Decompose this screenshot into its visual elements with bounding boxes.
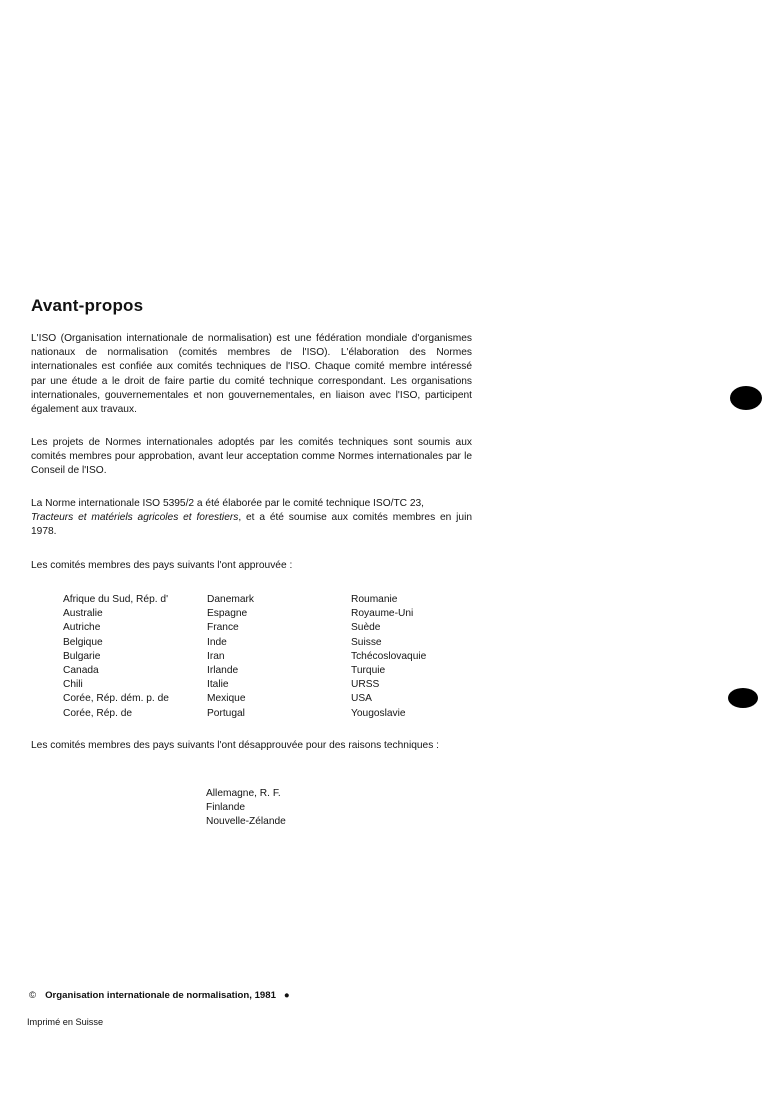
- country-item: Danemark: [207, 594, 254, 605]
- country-item: Suisse: [351, 636, 382, 648]
- paragraph-approval-process: Les projets de Normes internationales adoptés par les comités techniques sont soumis aux comités membres pour approbation, avant leur acceptation comme Normes internationales par le Conseil de l'ISO.: [31, 437, 472, 477]
- country-item: Italie: [207, 679, 229, 691]
- country-item: Turquie: [351, 665, 386, 677]
- paragraph-iso-intro: L'ISO (Organisation internationale de normalisation) est une fédération mondiale d'organismes nationaux de normalisation (comités membres de l'ISO). L'élaboration des Normes internationales est confiée aux comités techniques de l'ISO. Chaque comité membre intéressé par une étude a le droit de faire partie du comité technique correspondant. Les organisations internationales, gouvernementales et non gouvernementales, en liaison avec l'ISO, participent également aux travaux.: [31, 333, 472, 416]
- country-item: Portugal: [207, 707, 245, 719]
- country-item: Tchécoslovaquie: [351, 650, 427, 662]
- country-item: Corée, Rép. dém. p. de: [63, 693, 169, 705]
- country-item: URSS: [351, 679, 380, 691]
- country-item: Chili: [63, 679, 83, 691]
- country-item: Bulgarie: [63, 650, 101, 662]
- committee-title: Tracteurs et matériels agricoles et forestiers: [31, 512, 239, 524]
- ink-blot-mark: [728, 688, 758, 708]
- country-item: Corée, Rép. de: [63, 707, 133, 719]
- country-item: Roumanie: [351, 594, 398, 605]
- bullet-icon: ●: [283, 990, 290, 1001]
- country-item: Australie: [63, 608, 103, 620]
- country-item: France: [207, 622, 239, 634]
- country-item: Inde: [207, 636, 227, 648]
- disapproved-countries-list: [206, 787, 286, 830]
- approved-countries-column-2: [207, 593, 254, 721]
- country-item: Allemagne, R. F.: [206, 788, 281, 799]
- paragraph-standard-origin: [31, 497, 472, 540]
- country-item: Espagne: [207, 608, 248, 620]
- paragraph-approved-intro: Les comités membres des pays suivants l'ont approuvée :: [31, 560, 293, 571]
- country-item: Irlande: [207, 665, 239, 677]
- country-item: Yougoslavie: [351, 707, 406, 719]
- country-item: Royaume-Uni: [351, 608, 414, 620]
- ink-blot-mark: [730, 386, 762, 410]
- paragraph-disapproved-intro: Les comités membres des pays suivants l'ont désapprouvée pour des raisons techniques :: [31, 740, 439, 751]
- country-item: Belgique: [63, 636, 103, 648]
- page-title: Avant-propos: [31, 296, 144, 315]
- printed-in-note: Imprimé en Suisse: [27, 1017, 104, 1027]
- country-item: USA: [351, 693, 372, 705]
- standard-origin-start: La Norme internationale ISO 5395/2 a été élaborée par le comité technique ISO/TC 23,: [31, 498, 425, 509]
- country-item: Afrique du Sud, Rép. d': [63, 594, 169, 605]
- country-item: Nouvelle-Zélande: [206, 816, 286, 828]
- approved-countries-column-1: [63, 593, 169, 721]
- copyright-text: Organisation internationale de normalisation, 1981: [45, 990, 276, 1001]
- country-item: Autriche: [63, 622, 101, 634]
- standard-origin-end: , et a été soumise aux comités membres en juin 1978.: [31, 512, 473, 538]
- country-item: Suède: [351, 622, 381, 634]
- country-item: Canada: [63, 665, 99, 677]
- copyright-icon: ©: [29, 990, 37, 1001]
- approved-countries-column-3: [351, 593, 426, 721]
- country-item: Finlande: [206, 802, 246, 814]
- country-item: Mexique: [207, 693, 246, 705]
- copyright-line: [29, 990, 290, 1001]
- country-item: Iran: [207, 650, 225, 662]
